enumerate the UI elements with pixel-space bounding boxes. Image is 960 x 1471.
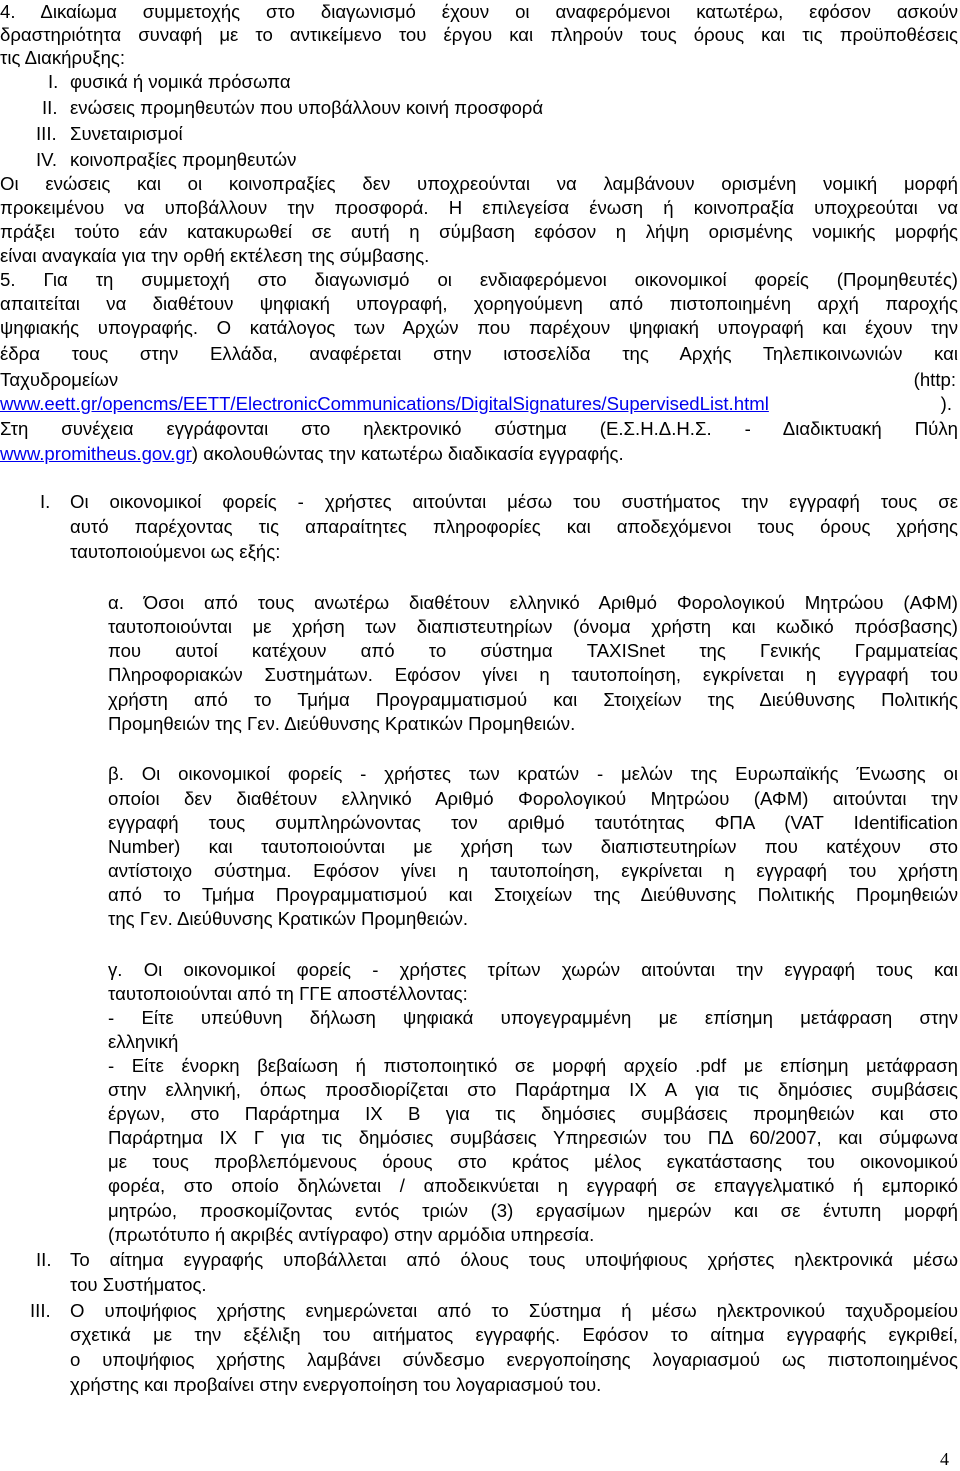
step-3-line-1: Ο υποψήφιος χρήστης ενημερώνεται από το Σύστημα ή μέσω ηλεκτρονικού ταχυδρομείου bbox=[70, 1300, 958, 1321]
step-number: I. bbox=[40, 491, 51, 512]
promitheus-link[interactable]: www.promitheus.gov.gr bbox=[0, 443, 192, 464]
section-5-line-2: απαιτείται να διαθέτουν ψηφιακή υπογραφή, χορηγούμενη από πιστοποιημένη αρχή παροχής bbox=[0, 293, 958, 314]
section-5-line-3: ψηφιακής υπογραφής. Ο κατάλογος των Αρχών που παρέχουν ψηφιακή υπογραφή και έχουν την bbox=[0, 317, 958, 338]
case-b-line-2: οποίοι δεν διαθέτουν ελληνικό Αριθμό Φορολογικού Μητρώου (ΑΦΜ) αιτούνται την bbox=[108, 788, 958, 809]
eett-line bbox=[0, 392, 958, 415]
case-c-line-6: στην ελληνική, όπως προσδιορίζεται στο Παράρτημα ΙΧ Α για τις δημόσιες συμβάσεις bbox=[108, 1079, 958, 1100]
case-b-line-1: β. Οι οικονομικοί φορείς - χρήστες των κρατών - μελών της Ευρωπαϊκής Ένωσης οι bbox=[108, 763, 958, 784]
case-c-line-7: έργων, στο Παράρτημα ΙΧ Β για τις δημόσιες συμβάσεις προμηθειών και στο bbox=[108, 1103, 958, 1124]
promitheus-after: ) ακολουθώντας την κατωτέρω διαδικασία εγγραφής. bbox=[191, 443, 624, 464]
step-1-line-2: αυτό παρέχοντας τις απαραίτητες πληροφορίες και αποδεχόμενοι τους όρους χρήσης bbox=[70, 516, 958, 537]
consortium-line-4: είναι αναγκαία για την ορθή εκτέλεση της σύμβασης. bbox=[0, 245, 430, 266]
eett-after: ). bbox=[940, 393, 952, 414]
step-1-line-3: ταυτοποιούμενοι ως εξής: bbox=[70, 541, 281, 562]
promitheus-line bbox=[0, 442, 958, 465]
case-b-line-7: της Γεν. Διεύθυνσης Κρατικών Προμηθειών. bbox=[108, 908, 469, 929]
case-c-line-1: γ. Οι οικονομικοί φορείς - χρήστες τρίτων χωρών αιτούνται την εγγραφή τους και bbox=[108, 959, 958, 980]
eett-link[interactable]: www.eett.gr/opencms/EETT/ElectronicCommunications/DigitalSignatures/SupervisedList.html bbox=[0, 393, 769, 414]
consortium-line-1: Οι ενώσεις και οι κοινοπραξίες δεν υποχρεούνται να λαμβάνουν ορισμένη νομική μορφή bbox=[0, 173, 958, 194]
list-number: I. bbox=[48, 71, 59, 92]
step-1-line-1: Οι οικονομικοί φορείς - χρήστες αιτούνται μέσω του συστήματος την εγγραφή τους σε bbox=[70, 491, 958, 512]
step-3-line-4: χρήστης και προβαίνει στην ενεργοποίηση του λογαριασμού του. bbox=[70, 1374, 602, 1395]
page-number: 4 bbox=[940, 1449, 949, 1469]
case-a-line-3: που αυτοί κατέχουν από το σύστημα TAXISnet της Γενικής Γραμματείας bbox=[108, 640, 958, 661]
case-a-line-5: χρήστη από το Τμήμα Προγραμματισμού και Στοιχείων της Διεύθυνσης Πολιτικής bbox=[108, 689, 958, 710]
section-4-line-2: δραστηριότητα συναφή με το αντικείμενο του έργου και πληρούν τους όρους και τις προϋποθέσεις bbox=[0, 24, 958, 45]
case-b-line-3: εγγραφή τους συμπληρώνοντας τον αριθμό ταυτότητας ΦΠΑ (VAT Identification bbox=[108, 812, 958, 833]
consortium-line-3: πράξει τούτο εάν κατακυρωθεί σε αυτή η σύμβαση εφόσον η λήψη ορισμένης νομικής μορφής bbox=[0, 221, 958, 242]
step-3-line-2: σχετικά με την εξέλιξη του αιτήματος εγγραφής. Εφόσον το αίτημα εγγραφής εγκριθεί, bbox=[70, 1324, 958, 1345]
case-c-line-10: φορέα, στο οποίο δηλώνεται / αποδεικνύεται η εγγραφή σε επαγγελματικό ή εμπορικό bbox=[108, 1175, 958, 1196]
step-2-line-1: Το αίτημα εγγραφής υποβάλλεται από όλους τους υποψήφιους χρήστες ηλεκτρονικά μέσω bbox=[70, 1249, 958, 1270]
case-c-line-11: μητρώο, προσκομίζοντας εντός τριών (3) εργασίμων ημερών και σε έντυπη μορφή bbox=[108, 1200, 958, 1221]
case-c-line-12: (πρωτότυπο ή ακριβές αντίγραφο) στην αρμόδια υπηρεσία. bbox=[108, 1224, 595, 1245]
case-a-line-1: α. Όσοι από τους ανωτέρω διαθέτουν ελληνικό Αριθμό Φορολογικού Μητρώου (ΑΦΜ) bbox=[108, 592, 958, 613]
http-label: (http: bbox=[913, 369, 956, 390]
list-text: φυσικά ή νομικά πρόσωπα bbox=[70, 71, 291, 92]
section-4-line-3: τις Διακήρυξης: bbox=[0, 47, 126, 68]
list-number: II. bbox=[42, 97, 58, 118]
section-5-line-4: έδρα τους στην Ελλάδα, αναφέρεται στην ιστοσελίδα της Αρχής Τηλεπικοινωνιών και bbox=[0, 343, 958, 364]
section-5-line-1: 5. Για τη συμμετοχή στο διαγωνισμό οι ενδιαφερόμενοι οικονομικοί φορείς (Προμηθευτές) bbox=[0, 269, 958, 290]
case-b-line-5: αντίστοιχο σύστημα. Εφόσον γίνει η ταυτοποίηση, εγκρίνεται η εγγραφή του χρήστη bbox=[108, 860, 958, 881]
case-c-line-9: με τους προβλεπόμενους όρους στο κράτος μέλος εγκατάστασης του οικονομικού bbox=[108, 1151, 958, 1172]
step-2-line-2: του Συστήματος. bbox=[70, 1274, 207, 1295]
list-number: IV. bbox=[36, 149, 58, 170]
case-c-line-4: ελληνική bbox=[108, 1031, 179, 1052]
consortium-line-2: προκειμένου να υποβάλλουν την προσφορά. Η επιλεγείσα ένωση ή κοινοπραξία υποχρεούται να bbox=[0, 197, 958, 218]
section-5-line-5 bbox=[0, 368, 958, 391]
step-3-line-3: ο υποψήφιος χρήστης λαμβάνει σύνδεσμο ενεργοποίησης λογαριασμού ως πιστοποιημένος bbox=[70, 1349, 958, 1370]
case-c-line-3: - Είτε υπεύθυνη δήλωση ψηφιακά υπογεγραμμένη με επίσημη μετάφραση στην bbox=[108, 1007, 958, 1028]
case-c-line-8: Παράρτημα ΙΧ Γ για τις δημόσιες συμβάσεις Υπηρεσιών του ΠΔ 60/2007, και σύμφωνα bbox=[108, 1127, 958, 1148]
list-text: ενώσεις προμηθευτών που υποβάλλουν κοινή προσφορά bbox=[70, 97, 544, 118]
case-c-line-5: - Είτε ένορκη βεβαίωση ή πιστοποιητικό σε μορφή αρχείο .pdf με επίσημη μετάφραση bbox=[108, 1055, 958, 1076]
step-number: II. bbox=[36, 1249, 52, 1270]
step-number: III. bbox=[30, 1300, 51, 1321]
case-b-line-6: από το Τμήμα Προγραμματισμού και Στοιχείων της Διεύθυνσης Πολιτικής Προμηθειών bbox=[108, 884, 958, 905]
list-text: κοινοπραξίες προμηθευτών bbox=[70, 149, 297, 170]
section-4-line-1: 4. Δικαίωμα συμμετοχής στο διαγωνισμό έχουν οι αναφερόμενοι κατωτέρω, εφόσον ασκούν bbox=[0, 1, 958, 22]
case-a-line-4: Πληροφοριακών Συστημάτων. Εφόσον γίνει η ταυτοποίηση, εγκρίνεται η εγγραφή του bbox=[108, 664, 958, 685]
list-text: Συνεταιρισμοί bbox=[70, 123, 183, 144]
section-5-text: Ταχυδρομείων bbox=[0, 369, 119, 390]
case-a-line-6: Προμηθειών της Γεν. Διεύθυνσης Κρατικών Προμηθειών. bbox=[108, 713, 576, 734]
case-b-line-4: Number) και ταυτοποιούνται με χρήση των διαπιστευτηρίων που κατέχουν στο bbox=[108, 836, 958, 857]
case-c-line-2: ταυτοποιούνται από τη ΓΓΕ αποστέλλοντας: bbox=[108, 983, 468, 1004]
section-5-line-7: Στη συνέχεια εγγράφονται στο ηλεκτρονικό σύστημα (Ε.Σ.Η.Δ.Η.Σ. - Διαδικτυακή Πύλη bbox=[0, 418, 958, 439]
list-number: III. bbox=[36, 123, 57, 144]
case-a-line-2: ταυτοποιούνται με χρήση των διαπιστευτηρίων (όνομα χρήστη και κωδικό πρόσβασης) bbox=[108, 616, 958, 637]
